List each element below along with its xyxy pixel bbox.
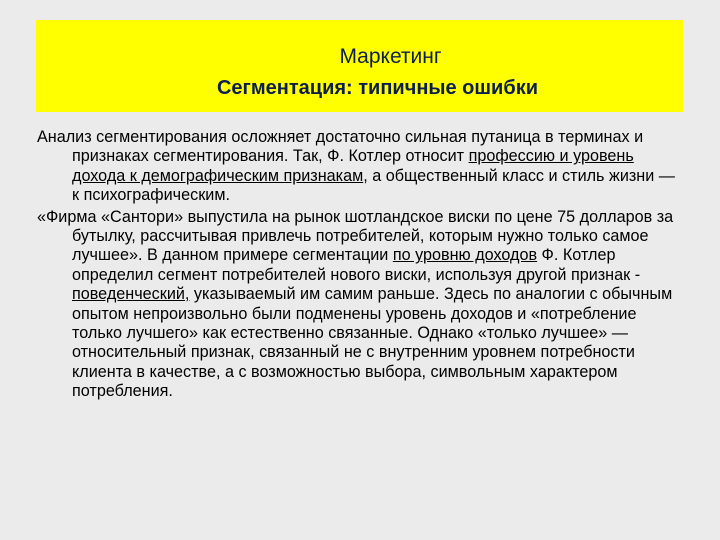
subject-heading: Маркетинг (339, 45, 442, 68)
income-level-link[interactable]: по уровню доходов (392, 246, 538, 265)
paragraph-1-text-b: , а общественный класс и стиль жизни — к психографическим. (72, 166, 675, 205)
paragraph-2-text-a: «Фирма «Сантори» выпустила на рынок шотландское виски по цене 75 долларов за бутылку, рассчитывая привлечь потребителей, которым нужно только самое лучшее». В данном примере сегментации (37, 207, 674, 265)
demographic-criteria-link[interactable]: профессию и уровень дохода к демографическим признакам (72, 147, 634, 185)
paragraph-2 (37, 208, 682, 402)
paragraph-1 (37, 128, 682, 206)
behavioral-criterion-link[interactable]: поведенческий, (72, 285, 190, 304)
paragraph-1-text-a: Анализ сегментирования осложняет достаточно сильная путаница в терминах и признаках сегментирования. Так, Ф. Котлер относит (37, 128, 644, 166)
slide-title: Сегментация: типичные ошибки (216, 77, 539, 99)
paragraph-2-text-b: Ф. Котлер определил сегмент потребителей нового виски, используя другой признак - (72, 246, 641, 284)
paragraph-2-text-c: указываемый им самим раньше. Здесь по аналогии с обычным опытом непроизвольно были подменены уровень доходов и «потребление только лучшего» как естественно связанные. Однако «только лучшее» — относительный признак, связанный не с внутренним уровнем потребности клиента в качестве, а с возможностью выбора, символьным характером потребления. (72, 285, 673, 401)
body-text (37, 128, 682, 402)
title-banner (36, 20, 683, 112)
